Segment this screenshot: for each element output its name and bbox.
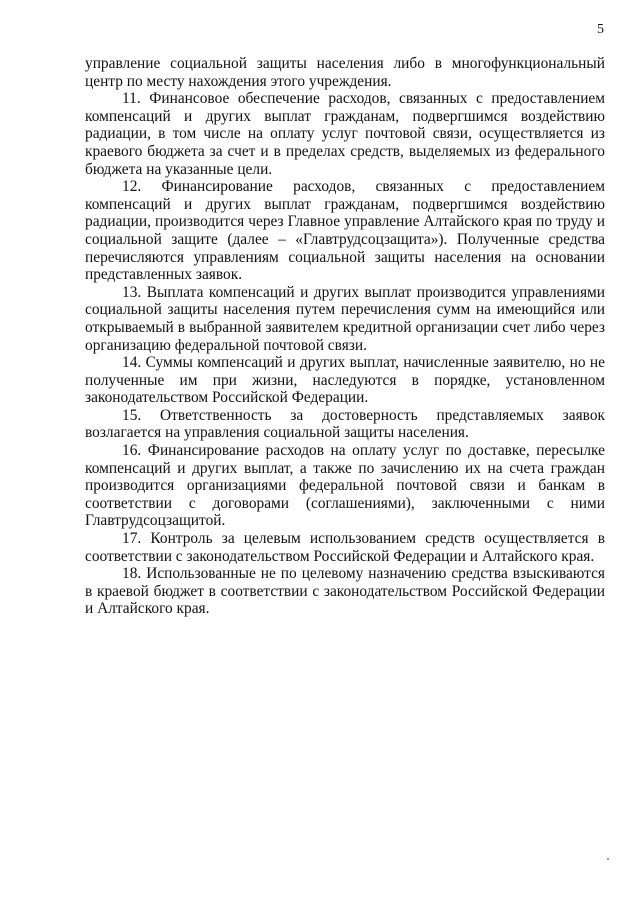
paragraph-14: 14. Суммы компенсаций и других выплат, начисленные заявителю, но не полученные им при жизни, наследуются в порядке, установленном законодательством Российской Федерации.	[85, 354, 605, 407]
paragraph-16: 16. Финансирование расходов на оплату услуг по доставке, пересылке компенсаций и других выплат, а также по зачислению их на счета граждан производится организациями федеральной почтовой связи и банкам в соответствии с договорами (соглашениями), заключенными с ними Главтрудсоцзащитой.	[85, 442, 605, 530]
paragraph-13: 13. Выплата компенсаций и других выплат производится управлениями социальной защиты населения путем перечисления сумм на имеющийся или открываемый в выбранной заявителем кредитной организации счет либо через организацию федеральной почтовой связи.	[85, 283, 605, 354]
paragraph-continuation: управление социальной защиты населения либо в многофункциональный центр по месту нахождения этого учреждения.	[85, 55, 605, 90]
scan-speck	[607, 858, 609, 860]
paragraph-12: 12. Финансирование расходов, связанных с предоставлением компенсаций и других выплат гражданам, подвергшимся воздействию радиации, производится через Главное управление Алтайского края по труду и социальной защите (далее – «Главтрудсоцзащита»). Полученные средства перечисляются управлениям социальной защиты населения на основании представленных заявок.	[85, 178, 605, 284]
paragraph-15: 15. Ответственность за достоверность представляемых заявок возлагается на управления социальной защиты населения.	[85, 406, 605, 442]
paragraph-11: 11. Финансовое обеспечение расходов, связанных с предоставлением компенсаций и других выплат гражданам, подвергшимся воздействию радиации, в том числе на оплату услуг почтовой связи, осуществляется из краевого бюджета за счет и в пределах средств, выделяемых из федерального бюджета на указанные цели.	[85, 90, 605, 178]
paragraph-17: 17. Контроль за целевым использованием средств осуществляется в соответствии с законодательством Российской Федерации и Алтайского края.	[85, 530, 605, 565]
page-number: 5	[597, 22, 604, 37]
paragraph-18: 18. Использованные не по целевому назначению средства взыскиваются в краевой бюджет в соответствии с законодательством Российской Федерации и Алтайского края.	[85, 565, 605, 618]
document-body	[85, 55, 605, 618]
